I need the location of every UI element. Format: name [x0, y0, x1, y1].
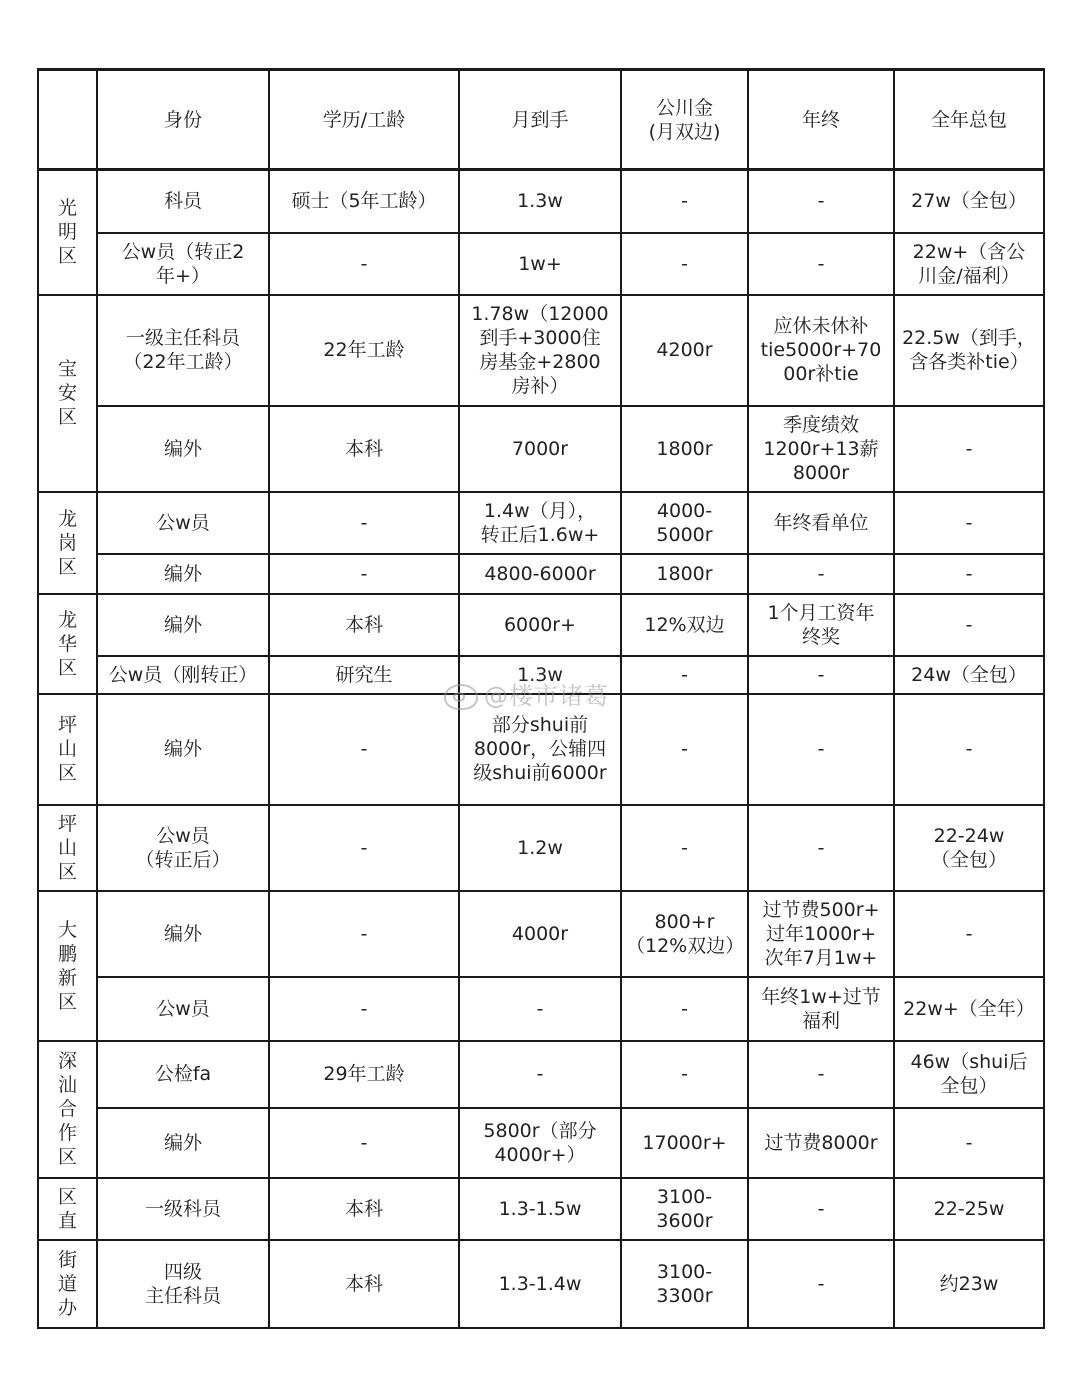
table-row	[38, 1178, 1044, 1240]
cell-identity: 公w员 （转正后）	[97, 805, 269, 891]
cell-annual-total: 22-24w （全包）	[894, 805, 1044, 891]
district-name: 深汕合作区	[57, 1050, 77, 1168]
table-row	[38, 1041, 1044, 1108]
cell-year-end: -	[748, 233, 894, 295]
cell-annual-total: 46w（shui后 全包）	[894, 1041, 1044, 1108]
cell-education: 本科	[269, 406, 459, 492]
district-cell	[38, 492, 97, 594]
district-name: 坪山区	[57, 714, 77, 784]
district-cell	[38, 891, 97, 1041]
cell-monthly-pay: 4000r	[459, 891, 621, 977]
cell-identity: 科员	[97, 170, 269, 233]
district-name: 宝安区	[57, 358, 77, 428]
table-row	[38, 594, 1044, 656]
cell-annual-total: -	[894, 406, 1044, 492]
cell-housing-fund: 4200r	[621, 295, 748, 406]
cell-housing-fund: -	[621, 694, 748, 805]
cell-monthly-pay: 1w+	[459, 233, 621, 295]
header-identity: 身份	[97, 70, 269, 170]
cell-identity: 公w员（转正2 年+）	[97, 233, 269, 295]
cell-year-end: 过节费8000r	[748, 1108, 894, 1178]
cell-housing-fund: 3100- 3300r	[621, 1240, 748, 1328]
cell-identity: 公w员	[97, 977, 269, 1041]
district-name: 区直	[57, 1185, 77, 1232]
cell-education: 本科	[269, 1240, 459, 1328]
cell-year-end: 年终看单位	[748, 492, 894, 554]
cell-annual-total: 约23w	[894, 1240, 1044, 1328]
header-education: 学历/工龄	[269, 70, 459, 170]
district-cell	[38, 1240, 97, 1328]
cell-education: -	[269, 805, 459, 891]
cell-year-end: -	[748, 805, 894, 891]
cell-year-end: 应休未休补 tie5000r+70 00r补tie	[748, 295, 894, 406]
cell-annual-total: 22.5w（到手， 含各类补tie）	[894, 295, 1044, 406]
cell-annual-total: 27w（全包）	[894, 170, 1044, 233]
cell-year-end: -	[748, 656, 894, 694]
cell-year-end: 过节费500r+ 过年1000r+ 次年7月1w+	[748, 891, 894, 977]
cell-housing-fund: -	[621, 1041, 748, 1108]
cell-annual-total: 22w+（全年）	[894, 977, 1044, 1041]
cell-annual-total: -	[894, 1108, 1044, 1178]
header-monthly-pay: 月到手	[459, 70, 621, 170]
table-row	[38, 656, 1044, 694]
district-cell	[38, 170, 97, 295]
cell-monthly-pay: 4800-6000r	[459, 554, 621, 594]
cell-annual-total: -	[894, 891, 1044, 977]
table-row	[38, 694, 1044, 805]
cell-education: 研究生	[269, 656, 459, 694]
cell-annual-total: 24w（全包）	[894, 656, 1044, 694]
cell-identity: 四级 主任科员	[97, 1240, 269, 1328]
cell-identity: 编外	[97, 891, 269, 977]
cell-identity: 编外	[97, 694, 269, 805]
cell-education: -	[269, 891, 459, 977]
table-row	[38, 977, 1044, 1041]
district-name: 坪山区	[57, 812, 77, 883]
cell-housing-fund: 1800r	[621, 554, 748, 594]
cell-housing-fund: -	[621, 233, 748, 295]
table-row	[38, 891, 1044, 977]
header-corner	[38, 70, 97, 170]
district-name: 光明区	[57, 197, 77, 268]
cell-year-end: 年终1w+过节 福利	[748, 977, 894, 1041]
cell-year-end: 季度绩效 1200r+13薪 8000r	[748, 406, 894, 492]
cell-education: 硕士（5年工龄）	[269, 170, 459, 233]
cell-year-end: -	[748, 1240, 894, 1328]
cell-year-end: -	[748, 170, 894, 233]
district-name: 街道办	[57, 1248, 77, 1319]
district-cell	[38, 295, 97, 492]
cell-identity: 编外	[97, 554, 269, 594]
table-row	[38, 406, 1044, 492]
header-housing-fund: 公川金 (月双边)	[621, 70, 748, 170]
cell-annual-total: 22w+（含公 川金/福利）	[894, 233, 1044, 295]
table-row	[38, 492, 1044, 554]
district-name: 龙岗区	[57, 507, 77, 578]
cell-identity: 一级主任科员 （22年工龄）	[97, 295, 269, 406]
table-row	[38, 295, 1044, 406]
cell-education: -	[269, 233, 459, 295]
cell-identity: 公检fa	[97, 1041, 269, 1108]
watermark-text: @楼市诸葛	[484, 682, 609, 710]
cell-housing-fund: -	[621, 656, 748, 694]
cell-education: 本科	[269, 1178, 459, 1240]
cell-monthly-pay: 7000r	[459, 406, 621, 492]
cell-monthly-pay: 1.3w	[459, 170, 621, 233]
cell-year-end: -	[748, 1041, 894, 1108]
cell-education: -	[269, 694, 459, 805]
cell-education: 22年工龄	[269, 295, 459, 406]
cell-year-end: -	[748, 694, 894, 805]
cell-housing-fund: 1800r	[621, 406, 748, 492]
district-cell	[38, 594, 97, 694]
cell-year-end: -	[748, 1178, 894, 1240]
table-row	[38, 1240, 1044, 1328]
cell-identity: 编外	[97, 1108, 269, 1178]
header-annual-total: 全年总包	[894, 70, 1044, 170]
cell-monthly-pay: 1.3-1.4w	[459, 1240, 621, 1328]
cell-monthly-pay: 6000r+	[459, 594, 621, 656]
header-row	[38, 70, 1044, 170]
cell-year-end: -	[748, 554, 894, 594]
district-cell	[38, 1041, 97, 1178]
table-row	[38, 170, 1044, 233]
cell-annual-total: -	[894, 594, 1044, 656]
salary-table	[37, 68, 1045, 1329]
cell-monthly-pay: 1.3w	[459, 656, 621, 694]
cell-identity: 编外	[97, 406, 269, 492]
cell-annual-total: 22-25w	[894, 1178, 1044, 1240]
cell-housing-fund: 12%双边	[621, 594, 748, 656]
cell-education: 本科	[269, 594, 459, 656]
cell-housing-fund: 800+r （12%双边）	[621, 891, 748, 977]
district-name: 龙华区	[57, 608, 77, 679]
cell-housing-fund: -	[621, 170, 748, 233]
cell-housing-fund: 17000r+	[621, 1108, 748, 1178]
table-row	[38, 1108, 1044, 1178]
table-row	[38, 554, 1044, 594]
cell-identity: 编外	[97, 594, 269, 656]
district-cell	[38, 1178, 97, 1240]
cell-education: 29年工龄	[269, 1041, 459, 1108]
cell-monthly-pay: -	[459, 977, 621, 1041]
cell-annual-total: -	[894, 694, 1044, 805]
cell-education: -	[269, 1108, 459, 1178]
cell-education: -	[269, 977, 459, 1041]
cell-monthly-pay: -	[459, 1041, 621, 1108]
table-row	[38, 233, 1044, 295]
cell-identity: 一级科员	[97, 1178, 269, 1240]
cell-monthly-pay: 1.78w（12000 到手+3000住 房基金+2800 房补）	[459, 295, 621, 406]
cell-monthly-pay: 1.4w（月）， 转正后1.6w+	[459, 492, 621, 554]
header-year-end: 年终	[748, 70, 894, 170]
cell-monthly-pay: 1.2w	[459, 805, 621, 891]
cell-monthly-pay: 1.3-1.5w	[459, 1178, 621, 1240]
cell-monthly-pay: 部分shui前 8000r，公辅四 级shui前6000r	[459, 694, 621, 805]
table-row	[38, 805, 1044, 891]
cell-monthly-pay: 5800r（部分 4000r+）	[459, 1108, 621, 1178]
cell-identity: 公w员（刚转正）	[97, 656, 269, 694]
cell-annual-total: -	[894, 492, 1044, 554]
district-cell	[38, 694, 97, 805]
district-name: 大鹏新区	[57, 918, 77, 1013]
cell-annual-total: -	[894, 554, 1044, 594]
cell-housing-fund: -	[621, 977, 748, 1041]
district-cell	[38, 805, 97, 891]
cell-housing-fund: 4000- 5000r	[621, 492, 748, 554]
cell-education: -	[269, 492, 459, 554]
cell-housing-fund: 3100- 3600r	[621, 1178, 748, 1240]
cell-education: -	[269, 554, 459, 594]
cell-identity: 公w员	[97, 492, 269, 554]
cell-housing-fund: -	[621, 805, 748, 891]
cell-year-end: 1个月工资年 终奖	[748, 594, 894, 656]
